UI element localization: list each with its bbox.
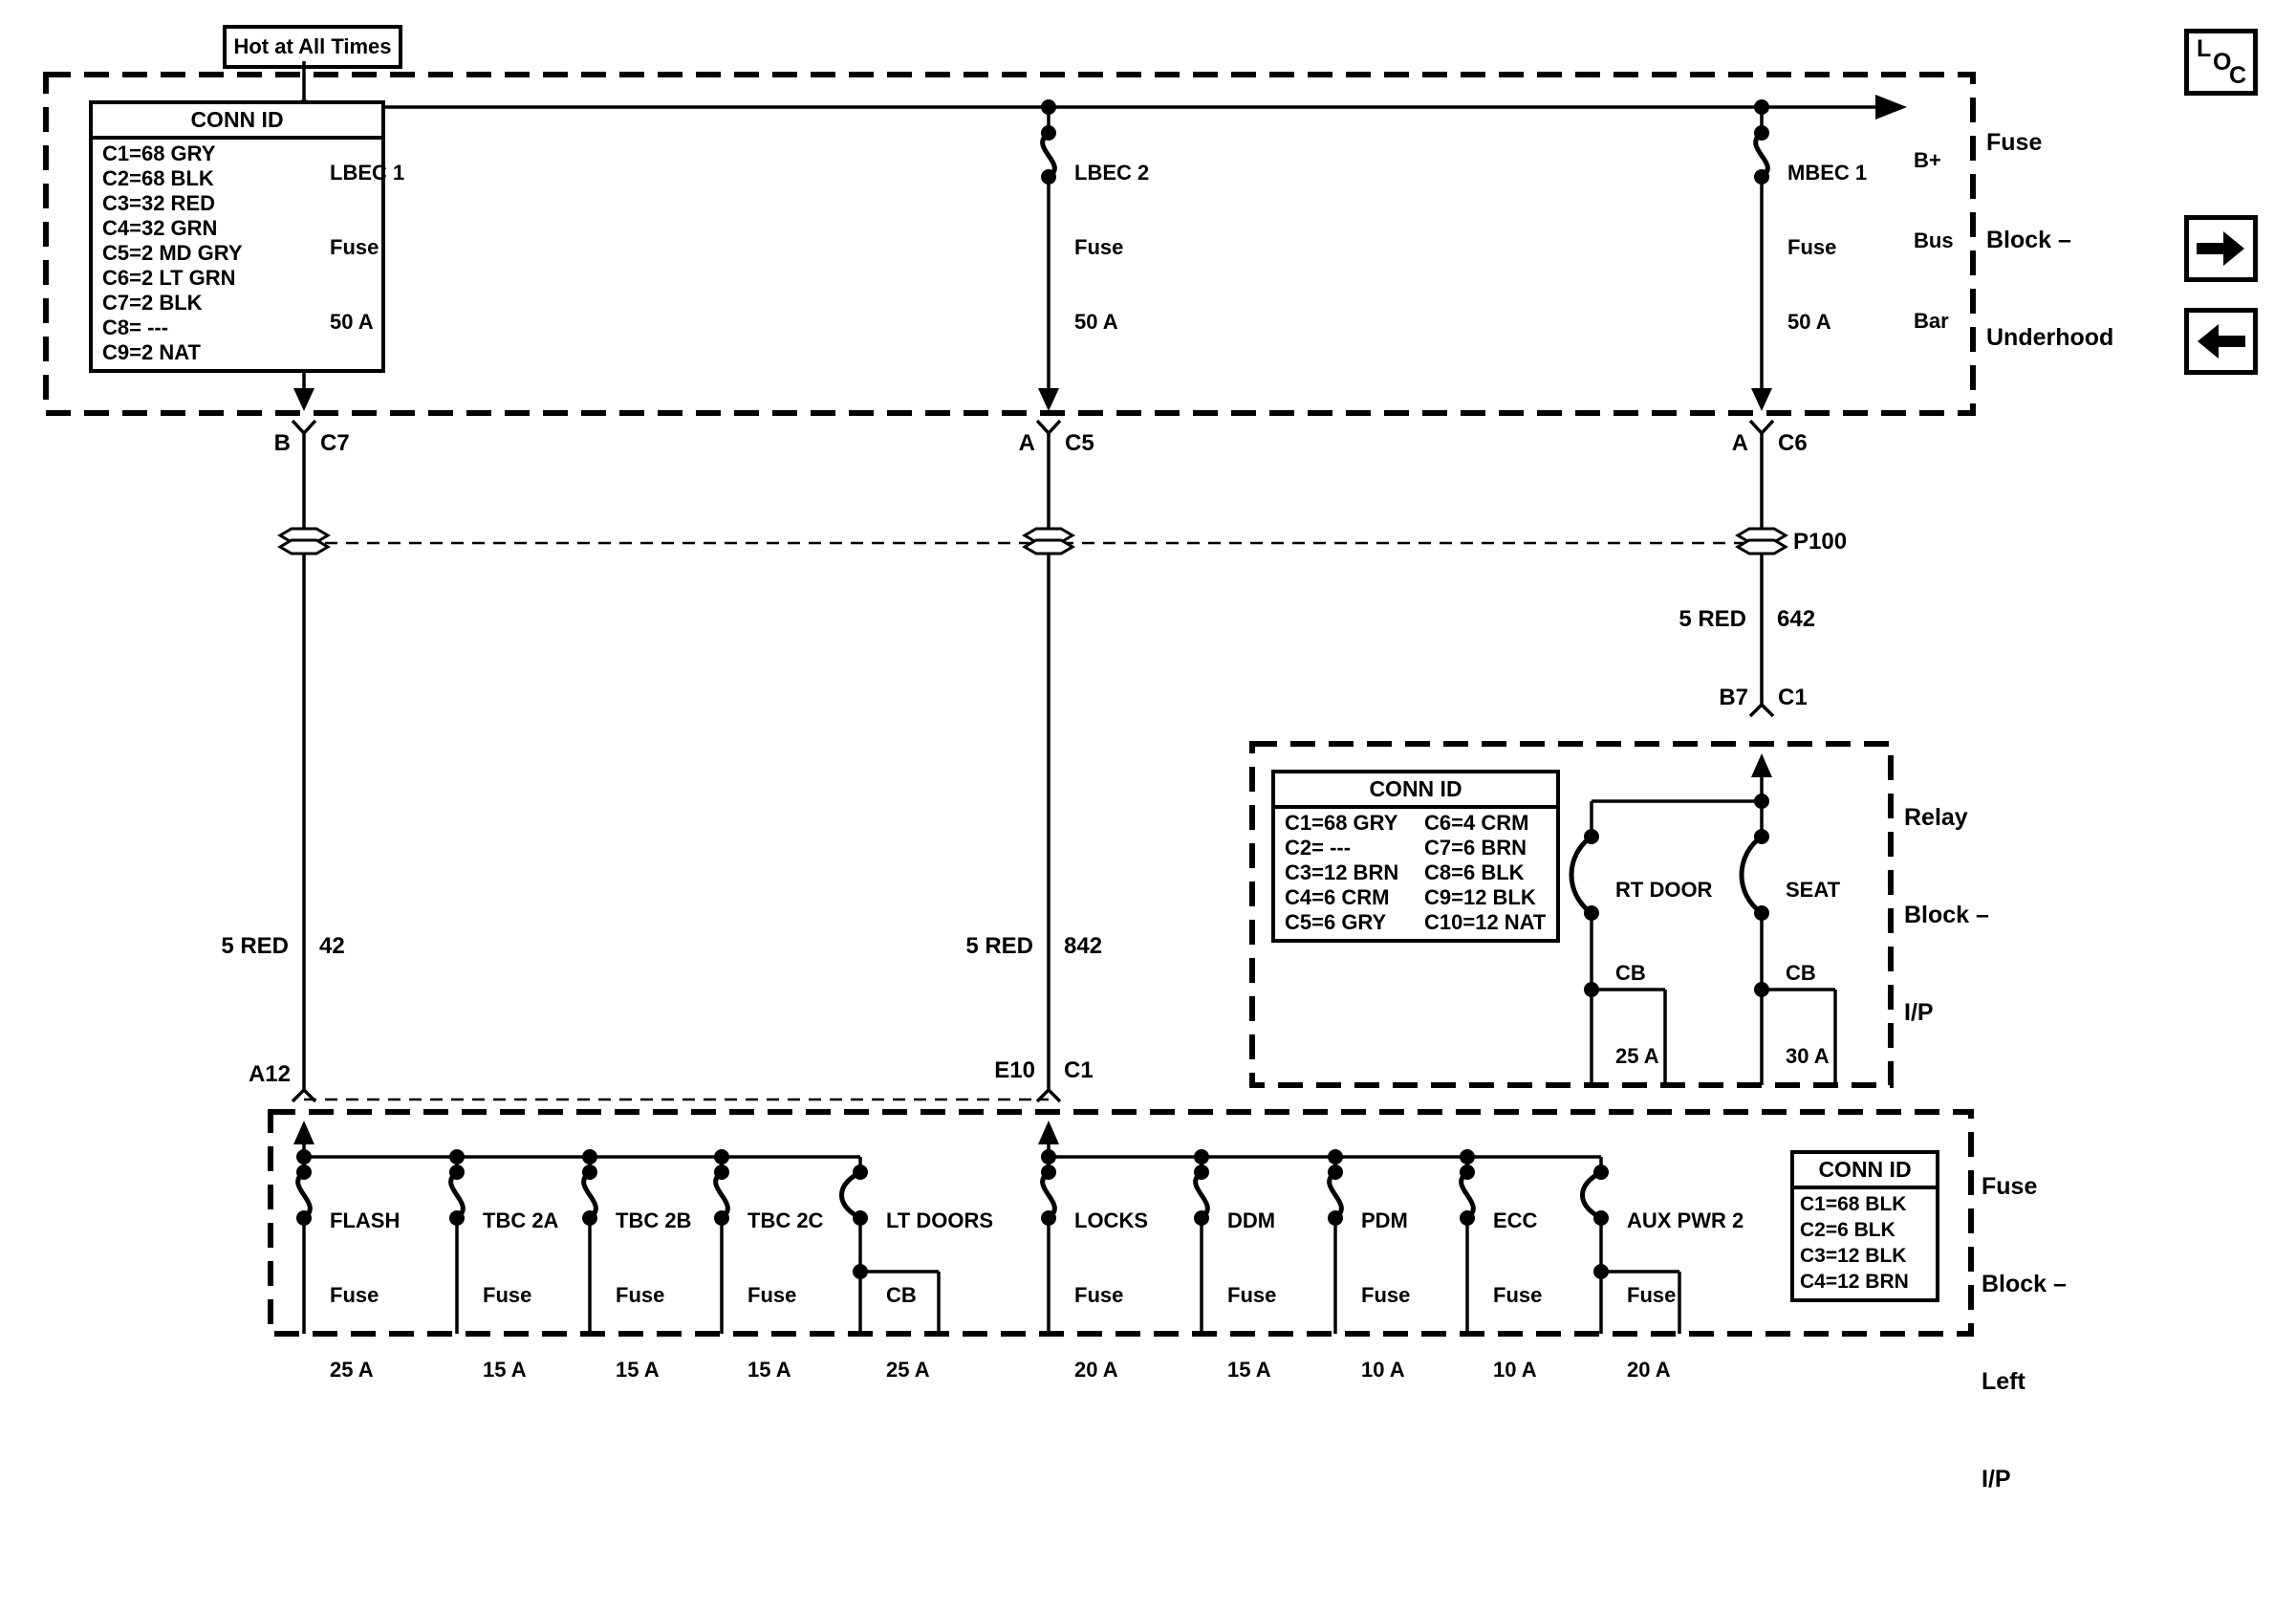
conn-id-row (1275, 811, 1556, 836)
fuse-type: Fuse (1787, 235, 1837, 259)
fuse-name: AUX PWR 2 (1627, 1208, 1744, 1232)
conn-id-cell: C10=12 NAT (1424, 910, 1547, 934)
left-ip-conn-id-table (1790, 1150, 1939, 1302)
next-page-button[interactable] (2184, 215, 2258, 282)
pass-through-label: P100 (1793, 529, 1848, 555)
breaker-rating: 25 A (886, 1358, 930, 1382)
connector-pin-label: B7 (1719, 685, 1748, 710)
hot-label-text: Hot at All Times (233, 34, 392, 58)
conn-id-cell: C8=6 BLK (1424, 860, 1525, 884)
connector-pin-label: A12 (248, 1061, 291, 1087)
conn-id-row (1275, 910, 1556, 935)
previous-page-button[interactable] (2184, 308, 2258, 375)
conn-id-header: CONN ID (93, 104, 381, 140)
conn-id-cell: C9=12 BLK (1424, 885, 1536, 909)
b-plus-bus-bar-label (1914, 94, 1954, 388)
fuse-rating: 50 A (1074, 310, 1118, 334)
connector-id-label: C1 (1778, 685, 1808, 710)
loc-icon: C (2229, 62, 2247, 89)
connector-id-label: C1 (1064, 1057, 1094, 1083)
connector-pin-label: A (1731, 430, 1748, 456)
wire-circuit-label: 842 (1064, 933, 1103, 959)
relay-block-title (1904, 736, 1989, 1094)
connector-pin-label: E10 (994, 1057, 1035, 1083)
conn-id-cell: C1=68 GRY (1285, 811, 1398, 835)
connector-pin-label: B (273, 430, 291, 456)
breaker-type: CB (886, 1283, 917, 1307)
breaker-type: CB (1615, 961, 1646, 985)
breaker-rating: 25 A (1615, 1044, 1659, 1068)
breaker-label-seat (1786, 820, 1840, 1125)
loc-icon: L (2197, 35, 2212, 62)
fuse-type: Fuse (1227, 1283, 1277, 1307)
fuse-label-pdm (1361, 1159, 1410, 1432)
bus-label-line: Bar (1914, 309, 1949, 333)
conn-id-cell: C2= --- (1285, 836, 1352, 860)
fuse-label-lbec1 (330, 111, 404, 384)
conn-id-row (1275, 836, 1556, 860)
fuse-name: LBEC 2 (1074, 161, 1150, 185)
fuse-rating: 15 A (1227, 1358, 1271, 1382)
arrow-left-icon (2189, 313, 2253, 370)
conn-id-row: C2=6 BLK (1800, 1219, 1895, 1241)
fuse-rating: 20 A (1627, 1358, 1671, 1382)
title-line: Left (1982, 1368, 2025, 1395)
fuse-rating: 50 A (330, 310, 374, 334)
title-line: Block – (1904, 902, 1989, 928)
conn-id-cell: C6=4 CRM (1424, 811, 1529, 835)
title-line: I/P (1904, 999, 1934, 1026)
fuse-rating: 15 A (747, 1358, 791, 1382)
conn-id-rows (1275, 809, 1556, 939)
fuse-rating: 10 A (1493, 1358, 1537, 1382)
title-line: Block – (1986, 227, 2071, 253)
fuse-block-underhood-title (1986, 61, 2113, 419)
fuse-rating: 10 A (1361, 1358, 1405, 1382)
conn-id-row (1275, 860, 1556, 885)
title-line: Block – (1982, 1271, 2067, 1297)
fuse-name: TBC 2C (747, 1208, 824, 1232)
fuse-label-ecc (1493, 1159, 1542, 1432)
fuse-type: Fuse (1074, 1283, 1124, 1307)
wire-gauge-label: 5 RED (965, 933, 1033, 959)
conn-id-row: C3=32 RED (102, 191, 216, 215)
breaker-label-rt-door (1615, 820, 1712, 1125)
fuse-label-aux-pwr-2 (1627, 1159, 1744, 1432)
bus-label-line: Bus (1914, 229, 1954, 252)
fuse-label-ddm (1227, 1159, 1276, 1432)
fuse-rating: 25 A (330, 1358, 374, 1382)
fuse-label-tbc-2a (483, 1159, 558, 1432)
grommet-icon (280, 529, 328, 554)
fuse-type: Fuse (330, 235, 379, 259)
conn-id-row: C9=2 NAT (102, 340, 201, 364)
fuse-name: LOCKS (1074, 1208, 1148, 1232)
fuse-name: TBC 2A (483, 1208, 559, 1232)
fuse-type: Fuse (747, 1283, 797, 1307)
fuse-name: DDM (1227, 1208, 1276, 1232)
grommet-icon (1738, 529, 1786, 554)
breaker-rating: 30 A (1786, 1044, 1830, 1068)
junction-dots (296, 99, 1769, 1279)
conn-id-row: C4=12 BRN (1800, 1271, 1909, 1293)
conn-id-row: C3=12 BLK (1800, 1245, 1907, 1267)
bus-label-line: B+ (1914, 148, 1941, 172)
conn-id-row (1275, 885, 1556, 910)
title-line: I/P (1982, 1466, 2011, 1492)
conn-id-row: C4=32 GRN (102, 216, 218, 240)
conn-id-row: C1=68 BLK (1800, 1193, 1907, 1215)
fuse-type: Fuse (1361, 1283, 1411, 1307)
conn-id-cell: C4=6 CRM (1285, 885, 1390, 909)
conn-id-cell: C7=6 BRN (1424, 836, 1527, 860)
fuse-element-symbols (298, 133, 1768, 1218)
fuse-rating: 15 A (483, 1358, 527, 1382)
grommet-icons (280, 529, 1786, 554)
breaker-name: LT DOORS (886, 1208, 994, 1232)
fuse-label-flash (330, 1159, 400, 1432)
fuse-label-mbec1 (1787, 111, 1867, 384)
title-line: Fuse (1986, 129, 2043, 156)
fuse-type: Fuse (1627, 1283, 1677, 1307)
conn-id-header: CONN ID (1275, 773, 1556, 809)
breaker-type: CB (1786, 961, 1816, 985)
wire-circuit-label: 42 (319, 933, 345, 959)
title-line: Relay (1904, 804, 1968, 831)
conn-id-row: C8= --- (102, 316, 169, 339)
fuse-name: PDM (1361, 1208, 1408, 1232)
fuse-name: LBEC 1 (330, 161, 405, 185)
title-line: Underhood (1986, 324, 2114, 351)
title-line: Fuse (1982, 1173, 2038, 1200)
hot-at-all-times-label (223, 25, 402, 69)
fuse-type: Fuse (1493, 1283, 1543, 1307)
fuse-label-locks (1074, 1159, 1148, 1432)
fuse-type: Fuse (1074, 235, 1124, 259)
fuse-type: Fuse (330, 1283, 379, 1307)
conn-id-row: C2=68 BLK (102, 166, 214, 190)
relay-conn-id-table (1271, 770, 1560, 943)
connector-pin-label: A (1018, 430, 1035, 456)
connector-chevron-icons (292, 421, 1773, 1101)
fuse-type: Fuse (616, 1283, 665, 1307)
fuse-label-tbc-2c (747, 1159, 823, 1432)
conn-id-cell: C3=12 BRN (1285, 860, 1399, 884)
arrow-right-icon (2189, 220, 2253, 277)
fuse-block-left-ip-title (1982, 1105, 2067, 1560)
wire-gauge-label: 5 RED (221, 933, 289, 959)
connector-id-label: C5 (1065, 430, 1094, 456)
loc-button[interactable] (2184, 29, 2258, 96)
connector-id-label: C7 (320, 430, 350, 456)
conn-id-cell: C5=6 GRY (1285, 910, 1387, 934)
fuse-rating: 20 A (1074, 1358, 1118, 1382)
loc-icon: O (2213, 49, 2232, 76)
conn-id-row: C7=2 BLK (102, 291, 203, 315)
wire-circuit-label: 642 (1777, 606, 1816, 632)
grommet-icon (1025, 529, 1072, 554)
fuse-rating: 15 A (616, 1358, 660, 1382)
fuse-name: ECC (1493, 1208, 1538, 1232)
conn-id-row: C1=68 GRY (102, 142, 216, 165)
conn-id-rows (1794, 1189, 1936, 1298)
fuse-type: Fuse (483, 1283, 532, 1307)
fuse-rating: 50 A (1787, 310, 1831, 334)
breaker-name: SEAT (1786, 878, 1841, 902)
breaker-name: RT DOOR (1615, 878, 1713, 902)
fuse-label-lbec2 (1074, 111, 1149, 384)
wire-gauge-label: 5 RED (1679, 606, 1746, 632)
breaker-label-lt-doors (886, 1159, 993, 1432)
fuse-name: FLASH (330, 1208, 401, 1232)
fuse-name: MBEC 1 (1787, 161, 1868, 185)
conn-id-header: CONN ID (1794, 1154, 1936, 1189)
fuse-name: TBC 2B (616, 1208, 692, 1232)
conn-id-row: C5=2 MD GRY (102, 241, 243, 265)
conn-id-row: C6=2 LT GRN (102, 266, 236, 290)
connector-id-label: C6 (1778, 430, 1808, 456)
fuse-label-tbc-2b (616, 1159, 691, 1432)
